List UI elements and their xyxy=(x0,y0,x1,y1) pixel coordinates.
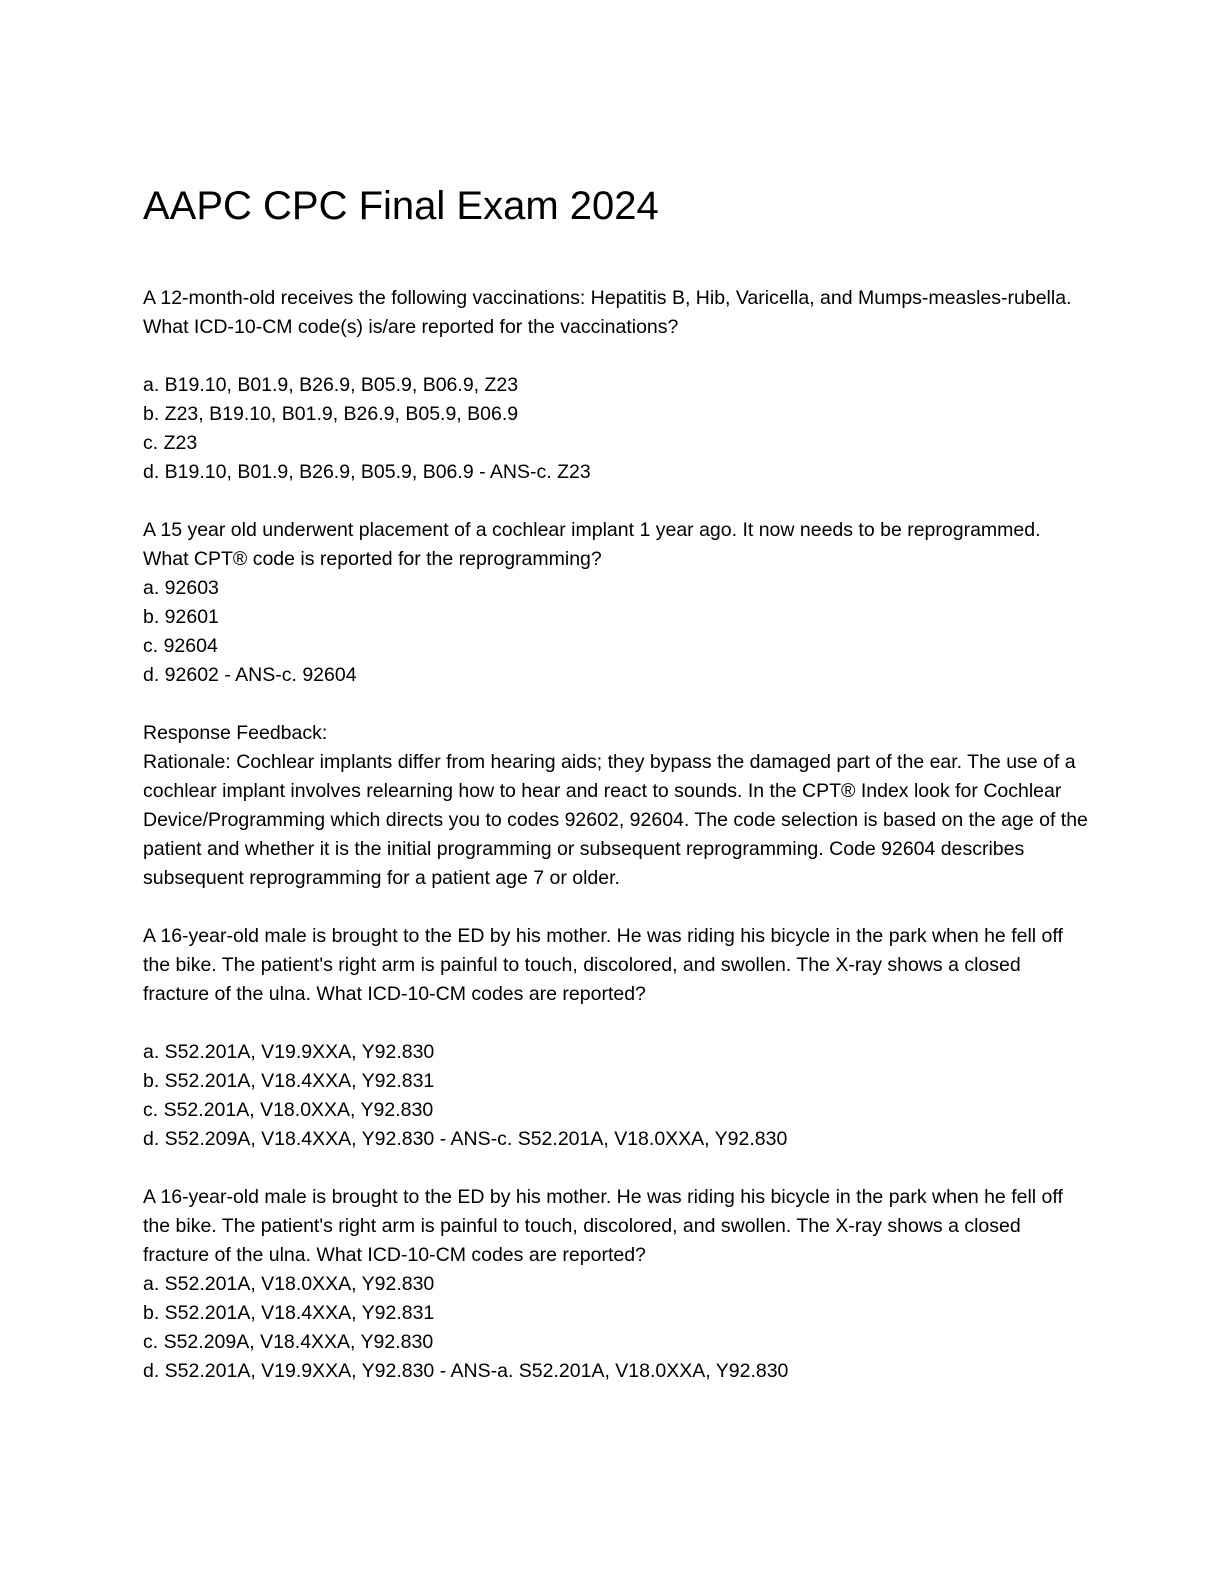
answer-option: b. 92601 xyxy=(143,606,219,628)
rationale-text: Rationale: Cochlear implants differ from hearing aids; they bypass the damaged part of the ear. The use of a cochlear implant involves relearning how to hear and react to sounds. In the CPT® Index look for Cochlear Device/Programming which directs you to codes 92602, 92604. The code selection is based on the age of the patient and whether it is the initial programming or subsequent reprogramming. Code 92604 describes subsequent reprogramming for a patient age 7 or older. xyxy=(143,751,1088,889)
answer-option: a. 92603 xyxy=(143,577,219,599)
question-4-prompt: A 16-year-old male is brought to the ED by his mother. He was riding his bicycle in the park when he fell off the bike. The patient's right arm is painful to touch, discolored, and swollen. The X-ray shows a closed fracture of the ulna. What ICD-10-CM codes are reported? xyxy=(143,1186,1063,1266)
question-3-options xyxy=(143,1038,1088,1154)
answer-option: c. S52.201A, V18.0XXA, Y92.830 xyxy=(143,1099,434,1121)
answer-option: c. S52.209A, V18.4XXA, Y92.830 xyxy=(143,1331,434,1353)
answer-option: a. S52.201A, V19.9XXA, Y92.830 xyxy=(143,1041,435,1063)
question-2-options xyxy=(143,574,1088,690)
answer-option: b. S52.201A, V18.4XXA, Y92.831 xyxy=(143,1302,435,1324)
answer-option: b. S52.201A, V18.4XXA, Y92.831 xyxy=(143,1070,435,1092)
document-title: AAPC CPC Final Exam 2024 xyxy=(143,184,659,228)
answer-option: c. 92604 xyxy=(143,635,218,657)
question-4-options xyxy=(143,1270,1088,1386)
answer-option: b. Z23, B19.10, B01.9, B26.9, B05.9, B06.9 xyxy=(143,403,519,425)
question-1-options xyxy=(143,371,1088,487)
question-3-prompt: A 16-year-old male is brought to the ED by his mother. He was riding his bicycle in the park when he fell off the bike. The patient's right arm is painful to touch, discolored, and swollen. The X-ray shows a closed fracture of the ulna. What ICD-10-CM codes are reported? xyxy=(143,925,1063,1005)
answer-option: c. Z23 xyxy=(143,432,198,454)
answer-option: a. B19.10, B01.9, B26.9, B05.9, B06.9, Z23 xyxy=(143,374,519,396)
question-1-prompt: A 12-month-old receives the following vaccinations: Hepatitis B, Hib, Varicella, and Mumps-measles-rubella. What ICD-10-CM code(s) is/are reported for the vaccinations? xyxy=(143,287,1072,338)
answer-option: d. 92602 - ANS-c. 92604 xyxy=(143,664,357,686)
question-2-prompt: A 15 year old underwent placement of a cochlear implant 1 year ago. It now needs to be reprogrammed. What CPT® code is reported for the reprogramming? xyxy=(143,519,1041,570)
answer-option: d. S52.209A, V18.4XXA, Y92.830 - ANS-c. S52.201A, V18.0XXA, Y92.830 xyxy=(143,1128,788,1150)
answer-option: a. S52.201A, V18.0XXA, Y92.830 xyxy=(143,1273,435,1295)
feedback-label: Response Feedback: xyxy=(143,722,328,744)
answer-option: d. S52.201A, V19.9XXA, Y92.830 - ANS-a. S52.201A, V18.0XXA, Y92.830 xyxy=(143,1360,789,1382)
answer-option: d. B19.10, B01.9, B26.9, B05.9, B06.9 - ANS-c. Z23 xyxy=(143,461,591,483)
